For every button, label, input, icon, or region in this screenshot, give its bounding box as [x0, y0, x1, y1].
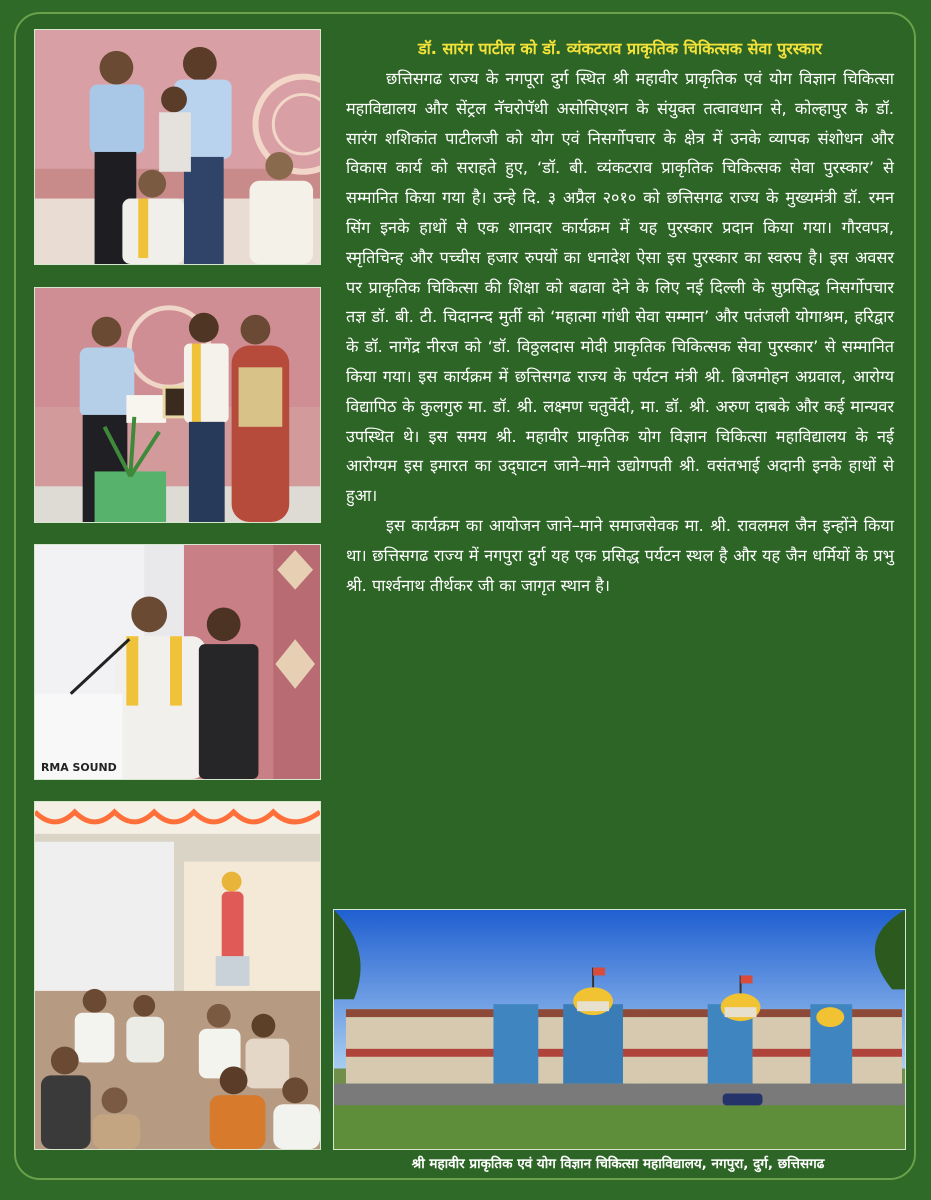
article [346, 38, 894, 600]
photo-certificate-presentation [34, 287, 321, 523]
photo-college-building [333, 909, 906, 1150]
article-title: डॉ. सारंग पाटील को डॉ. व्यंकटराव प्राकृतिक चिकित्सक सेवा पुरस्कार [418, 39, 822, 58]
building-caption: श्री महावीर प्राकृतिक एवं योग विज्ञान चिकित्सा महाविद्यालय, नगपुरा, दुर्ग, छत्तिसगढ [411, 1156, 825, 1172]
photo-award-handshake [34, 29, 321, 265]
article-paragraph-2: इस कार्यक्रम का आयोजन जाने–माने समाजसेवक मा. श्री. रावलमल जैन इन्होंने किया था। छत्तिसगढ राज्य में नगपुरा दुर्ग यह एक प्रसिद्ध पर्यटन स्थल है और यह जैन धर्मियों के प्रभु श्री. पार्श्वनाथ तीर्थकर जी का जागृत स्थान है। [346, 515, 894, 595]
photo-gathering-hall [34, 801, 321, 1150]
photo-chief-minister-speech [34, 544, 321, 780]
banner-text: RMA SOUND [40, 761, 117, 775]
article-paragraph-1: छत्तिसगढ राज्य के नगपूरा दुर्ग स्थित श्री महावीर प्राकृतिक एवं योग विज्ञान चिकित्सा महाविद्यालय और सेंट्रल नॅचरोपॅथी असोसिएशन के संयुक्त तत्वावधान से, कोल्हापुर के डॉ. सारंग शशिकांत पाटीलजी को योग एवं निसर्गोपचार के क्षेत्र में उनके व्यापक संशोधन और विकास कार्य को सराहते हुए, ‘डॉ. बी. व्यंकटराव प्राकृतिक चिकित्सक सेवा पुरस्कार’ से सम्मानित किया गया है। उन्हे दि. ३ अप्रैल २०१० को छत्तिसगढ राज्य के मुख्यमंत्री डॉ. रमन सिंग इनके हाथों से एक शानदार कार्यक्रम में यह पुरस्कार प्रदान किया गया। गौरवपत्र, स्मृतिचिन्ह और पच्चीस हजार रुपयों का धनादेश ऐसा इस पुरस्कार का स्वरुप है। इस अवसर पर प्राकृतिक चिकित्सा की शिक्षा को बढावा देने के लिए नई दिल्ली के सुप्रसिद्ध निसर्गोपचार तज्ञ डॉ. बी. टी. चिदानन्द मुर्ती को ‘महात्मा गांधी सेवा सम्मान’ और पतंजली योगाश्रम, हरिद्वार के डॉ. नागेंद्र नीरज को ‘डॉ. विठ्ठलदास मोदी प्राकृतिक चिकित्सक सेवा पुरस्कार’ से सम्मानित किया गया। इस कार्यक्रम में छत्तिसगढ राज्य के पर्यटन मंत्री श्री. ब्रिजमोहन अग्रवाल, आरोग्य विद्यापिठ के कुलगुरु मा. डॉ. श्री. लक्ष्मण चतुर्वेदी, मा. डॉ. श्री. अरुण दाबके और कई मान्यवर उपस्थित थे। इस समय श्री. महावीर प्राकृतिक योग विज्ञान चिकित्सा महाविद्यालय के नई आरोग्यम इस इमारत का उद्‌घाटन जाने–माने उद्योगपती श्री. वसंतभाई अदानी इनके हाथों से हुआ। [346, 69, 894, 506]
